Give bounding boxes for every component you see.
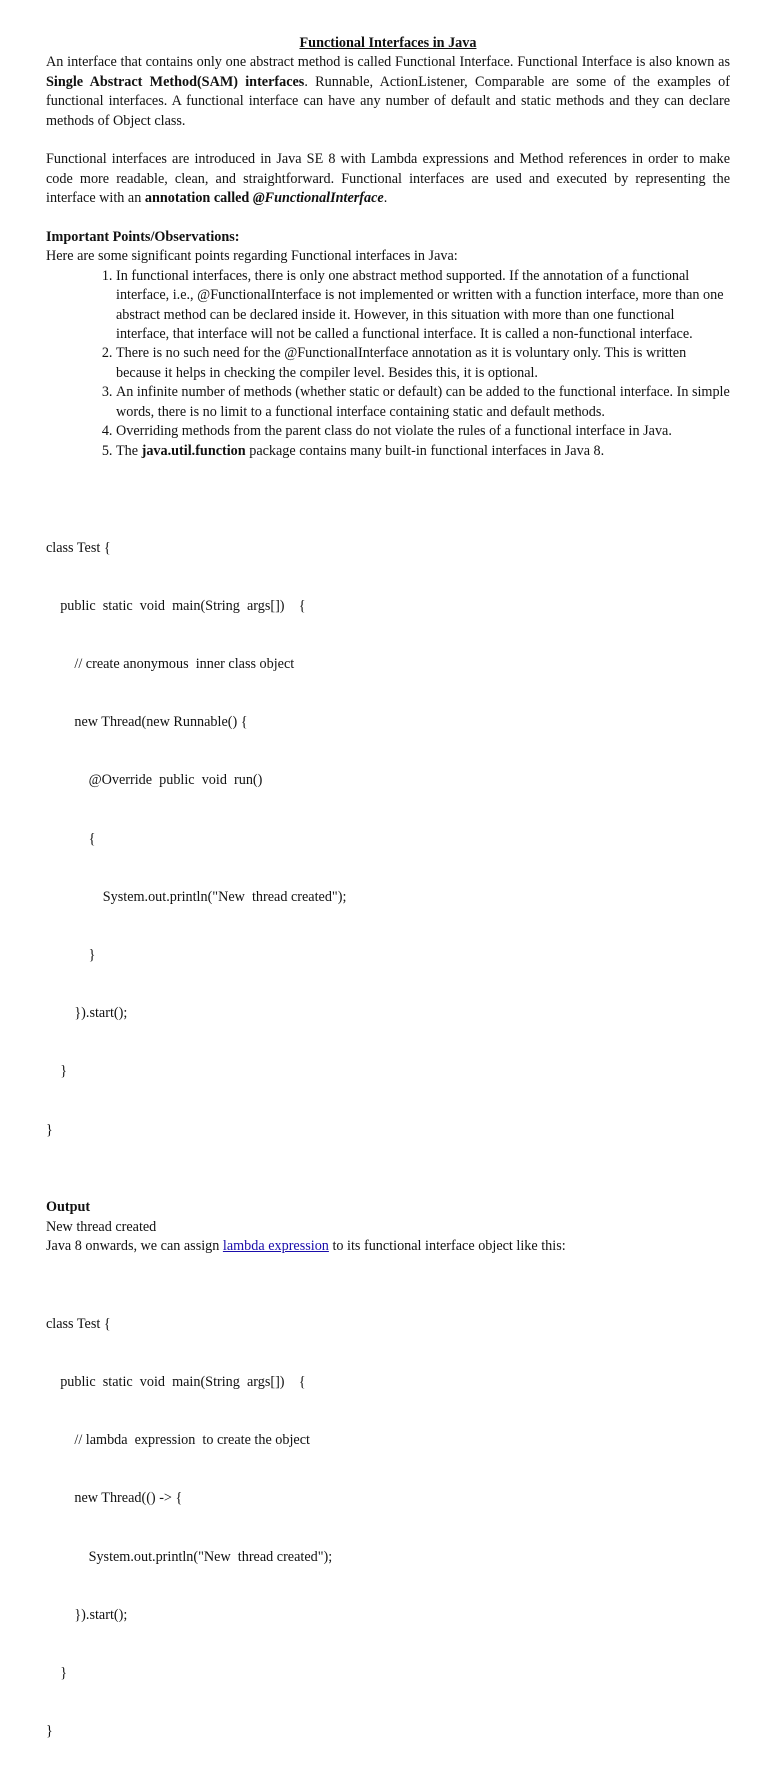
page-title: Functional Interfaces in Java <box>299 35 477 51</box>
sam-term: Single Abstract Method(SAM) interfaces <box>46 73 305 90</box>
code-line: { <box>46 830 96 847</box>
intro-text: Functional interfaces are introduced in Java SE 8 with Lambda expressions and Method references in order to make code more readable, clean, and straightforward. Functional interfaces are used and executed by representing the interface with an <box>46 151 730 207</box>
code-line: // create anonymous inner class object <box>46 655 295 672</box>
output-text: New thread created <box>46 1218 157 1235</box>
code-line: System.out.println("New thread created"); <box>46 888 347 905</box>
list-item <box>116 442 730 461</box>
package-name: java.util.function <box>141 442 246 459</box>
list-item: 3. An infinite number of methods (whether static or default) can be added to the functional interface. In simple words, there is no limit to a functional interface containing static and default methods. <box>116 383 730 422</box>
list-item-text: package contains many built-in functional interfaces in Java 8. <box>245 442 605 459</box>
annotation-name: @FunctionalInterface <box>252 190 384 207</box>
spacer <box>46 209 730 228</box>
intro-text: . <box>383 190 388 207</box>
code-line: }).start(); <box>46 1606 128 1623</box>
lambda-expression-link[interactable]: lambda expression <box>222 1238 329 1255</box>
list-item: 2. There is no such need for the @FunctionalInterface annotation as it is voluntary only. This is written because it helps in checking the compiler level. Besides this, it is optional. <box>116 344 730 383</box>
intro-text: . Runnable, ActionListener, Comparable are some of the examples of functional interfaces. A functional interface can have any number of default and static methods and they can declare methods of Object class. <box>46 73 730 129</box>
note-text: to its functional interface object like this: <box>328 1238 566 1255</box>
code-line: @Override public void run() <box>46 772 263 789</box>
list-item: 1. In functional interfaces, there is only one abstract method supported. If the annotation of a functional interface, i.e., @FunctionalInterface is not implemented or written with a function interface, more than one abstract method can be declared inside it. However, in this situation with more than one functional interface, that interface will not be called a functional interface. It is called a non-functional interface. <box>116 267 730 345</box>
lambda-note <box>46 1237 730 1256</box>
list-item: 4. Overriding methods from the parent class do not violate the rules of a functional interface in Java. <box>116 422 730 441</box>
code-line: } <box>46 1121 53 1138</box>
code-line: } <box>46 1665 67 1682</box>
points-lead: Here are some significant points regarding Functional interfaces in Java: <box>46 248 458 265</box>
spacer <box>46 131 730 150</box>
code-block-lambda <box>46 1276 730 1780</box>
list-item-text: The <box>116 442 142 459</box>
spacer <box>46 1257 730 1276</box>
code-line: System.out.println("New thread created"); <box>46 1548 333 1565</box>
code-line: class Test { <box>46 539 111 556</box>
intro-text: An interface that contains only one abstract method is called Functional Interface. Functional Interface is also known as <box>46 54 730 71</box>
annotation-term: annotation called <box>144 190 253 207</box>
code-line: public static void main(String args[]) { <box>46 1373 306 1390</box>
code-line: } <box>46 947 96 964</box>
code-line: } <box>46 1723 53 1740</box>
intro-paragraph-1 <box>46 53 730 131</box>
note-text: Java 8 onwards, we can assign <box>46 1238 223 1255</box>
code-line: }).start(); <box>46 1005 128 1022</box>
points-heading: Important Points/Observations: <box>46 229 240 246</box>
code-line: class Test { <box>46 1315 111 1332</box>
spacer <box>46 1179 730 1198</box>
code-line: } <box>46 1063 67 1080</box>
code-block-anonymous-class <box>46 500 730 1179</box>
output-heading: Output <box>46 1199 91 1216</box>
code-line: // lambda expression to create the object <box>46 1432 310 1449</box>
points-list <box>46 267 730 461</box>
spacer <box>46 480 730 499</box>
spacer <box>46 461 730 480</box>
code-line: public static void main(String args[]) { <box>46 597 306 614</box>
code-line: new Thread(() -> { <box>46 1490 183 1507</box>
intro-paragraph-2 <box>46 150 730 208</box>
code-line: new Thread(new Runnable() { <box>46 714 248 731</box>
